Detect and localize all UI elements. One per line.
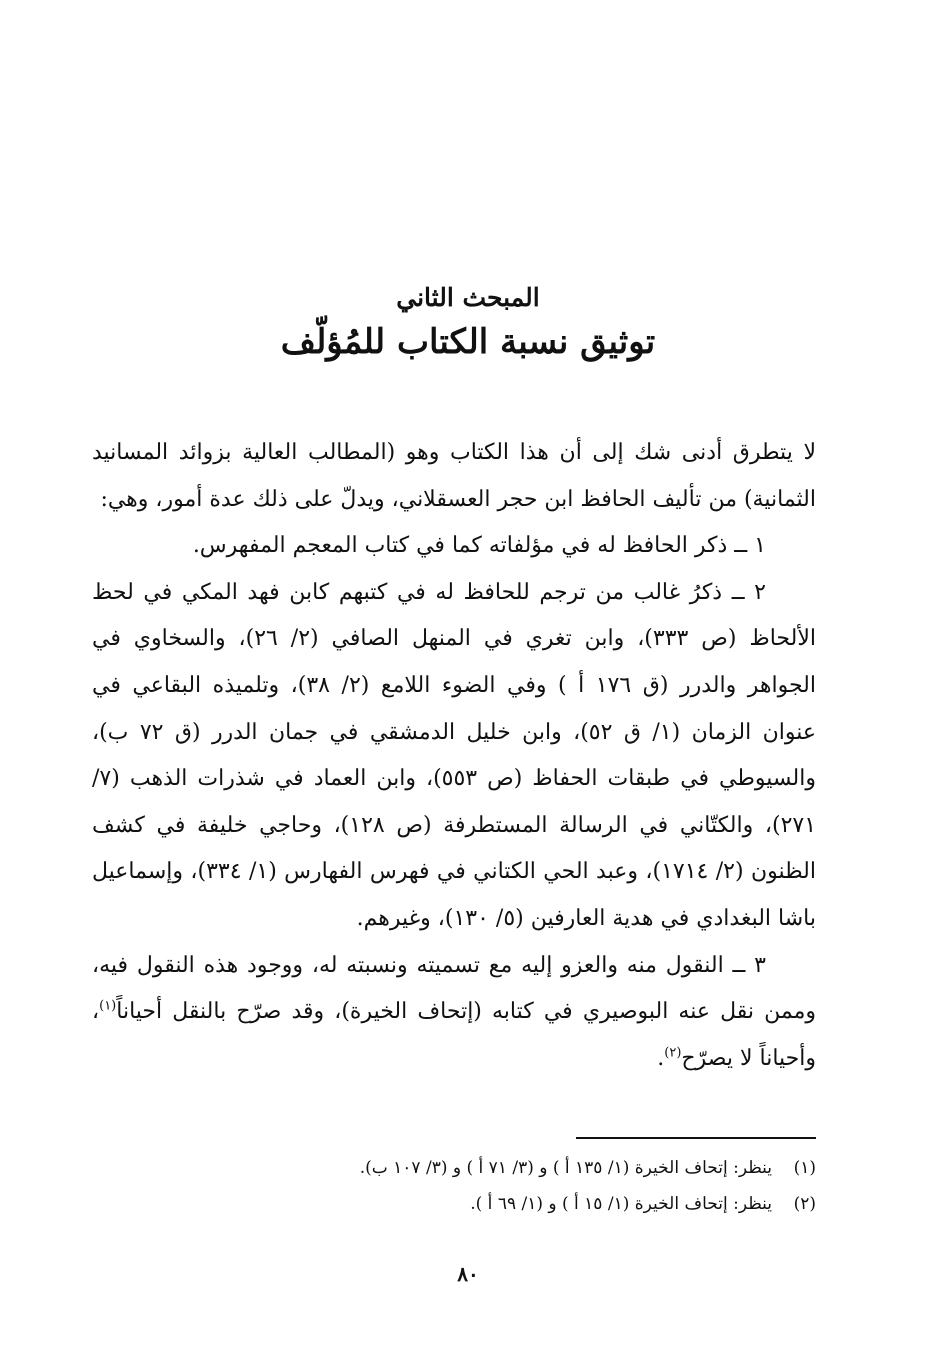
footnote-2 bbox=[92, 1186, 816, 1222]
footnote-ref-2[interactable]: (٢) bbox=[664, 1045, 682, 1061]
paragraph-point-3 bbox=[92, 943, 816, 1083]
footnote-text: ينظر: إتحاف الخيرة (١/ ١٣٥ أ ) و (٣/ ٧١ أ ) و (٣/ ١٠٧ ب). bbox=[359, 1158, 772, 1178]
paragraph-point-1: ١ ــ ذكر الحافظ له في مؤلفاته كما في كتاب المعجم المفهرس. bbox=[192, 533, 766, 559]
paragraph-point-3-text-after: . bbox=[657, 1045, 665, 1071]
paragraph-point-2: ٢ ــ ذكرُ غالب من ترجم للحافظ له في كتبهم كابن فهد المكي في لحظ الألحاظ (ص ٣٣٣)، وابن تغري في المنهل الصافي (٢/ ٢٦)، والسخاوي في الجواهر والدرر (ق ١٧٦ أ ) وفي الضوء اللامع (٢/ ٣٨)، وتلميذه البقاعي في عنوان الزمان (١/ ق ٥٢)، وابن خليل الدمشقي في جمان الدرر (ق ٧٢ ب)، والسيوطي في طبقات الحفاظ (ص ٥٥٣)، وابن العماد في شذرات الذهب (٧/ ٢٧١)، والكتّاني في الرسالة المستطرفة (ص ١٢٨)، وحاجي خليفة في كشف الظنون (٢/ ١٧١٤)، وعبد الحي الكتاني في فهرس الفهارس (١/ ٣٣٤)، وإسماعيل باشا البغدادي في هدية العارفين (٥/ ١٣٠)، وغيرهم. bbox=[92, 579, 817, 931]
footnote-number: (١) bbox=[793, 1158, 816, 1178]
section-heading bbox=[0, 280, 936, 366]
paragraph-point-3-text-before: ٣ ــ النقول منه والعزو إليه مع تسميته ونسبته له، ووجود هذه النقول فيه، وممن نقل عنه البوصيري في كتابه (إتحاف الخيرة)، وقد صرّح بالنقل أحياناً bbox=[92, 952, 816, 1025]
footnote-1 bbox=[92, 1150, 816, 1186]
footnote-ref-1[interactable]: (١) bbox=[99, 998, 117, 1014]
footnote-separator bbox=[576, 1137, 816, 1139]
footnote-text: ينظر: إتحاف الخيرة (١/ ١٥ أ ) و (١/ ٦٩ أ ). bbox=[470, 1194, 772, 1214]
footnotes bbox=[92, 1150, 816, 1222]
footnote-number: (٢) bbox=[793, 1194, 816, 1214]
section-label: المبحث الثاني bbox=[396, 283, 540, 312]
page-number: ٨٠ bbox=[457, 1262, 479, 1286]
section-title: توثيق نسبة الكتاب للمُؤلّف bbox=[280, 322, 656, 362]
paragraph-point-3-text-middle: ، وأحياناً لا يصرّح bbox=[92, 999, 816, 1071]
paragraph-intro: لا يتطرق أدنى شك إلى أن هذا الكتاب وهو (المطالب العالية بزوائد المسانيد الثمانية) من تأليف الحافظ ابن حجر العسقلاني، ويدلّ على ذلك عدة أمور، وهي: bbox=[92, 440, 816, 512]
body-text bbox=[92, 430, 816, 1082]
